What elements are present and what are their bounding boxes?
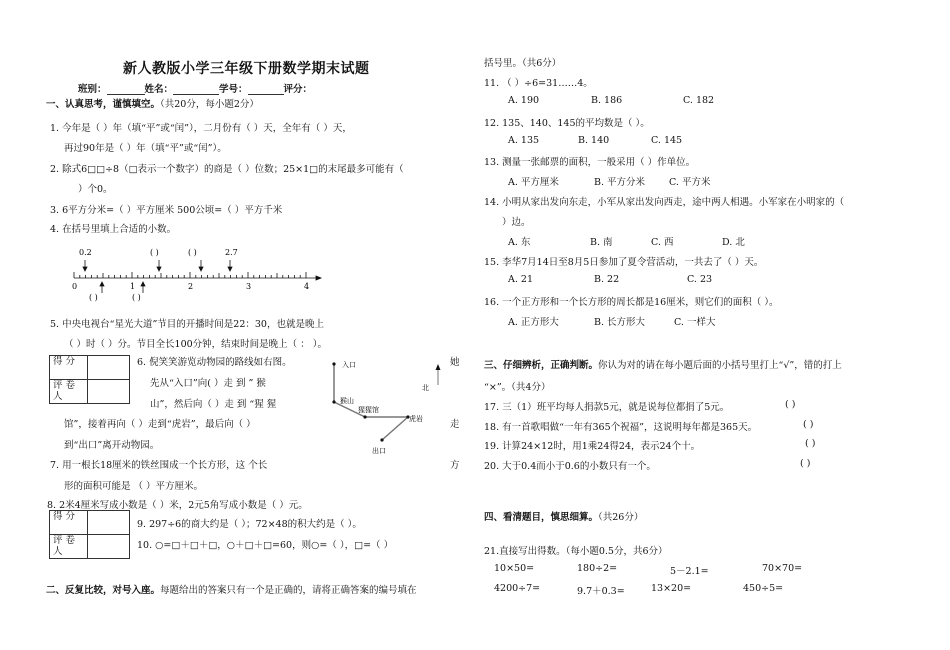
section4-title: 四、看清题目，慎思细算。 <box>484 512 599 523</box>
grader-cell-value[interactable] <box>88 535 130 559</box>
nl-label-2-7: 2.7 <box>225 248 238 257</box>
q3: 3. 6平方分米=（ ）平方厘米 500公顷=（ ）平方千米 <box>50 205 283 216</box>
section4-heading <box>484 509 643 523</box>
class-label: 班别： <box>78 84 107 95</box>
q16: 16. 一个正方形和一个长方形的周长都是16厘米，则它们的面积（ ）。 <box>484 297 779 308</box>
section1-heading <box>46 96 259 110</box>
score-cell-label: 得 分 <box>50 511 88 535</box>
q20: 20. 大于0.4而小于0.6的小数只有一个。 <box>484 461 656 472</box>
calc-item: 450÷5= <box>743 583 784 594</box>
q21: 21.直接写出得数。（每小题0.5分，共6分） <box>484 546 668 557</box>
q16-option-b[interactable]: B. 长方形大 <box>594 317 646 328</box>
q13-option-c[interactable]: C. 平方米 <box>669 177 711 188</box>
section3-note: 你认为对的请在每小题后面的小括号里打上“√”，错的打上 <box>598 360 842 371</box>
nl-blank-bottom-1: ( ) <box>89 293 98 302</box>
grader-cell-value[interactable] <box>88 380 130 404</box>
q5-line1: 5. 中央电视台“星光大道”节目的开播时间是22：30，也就是晚上 <box>50 319 324 330</box>
number-line-figure <box>64 243 334 305</box>
q11-option-a[interactable]: A. 190 <box>508 95 540 106</box>
map-tiger-rock-label: 虎岩 <box>409 415 423 423</box>
q10: 10. ○=□＋□＋□，○＋□＋□=60，则○=（ ），□=（ ） <box>137 540 394 551</box>
section3-heading <box>484 357 842 371</box>
q2-line1: 2. 除式6□□÷8（□表示一个数字）的商是（ ）位数；25×1□的末尾最多可能有（ <box>50 164 404 175</box>
q14-option-a[interactable]: A. 东 <box>508 237 531 248</box>
q15-option-c[interactable]: C. 23 <box>687 274 713 285</box>
score-cell-value[interactable] <box>88 356 130 380</box>
map-monkey-hill-label: 猴山 <box>340 397 354 405</box>
q14-line1: 14. 小明从家出发向东走，小军从家出发向西走，途中两人相遇。小军家在小明家的（ <box>484 197 845 208</box>
q13-option-b[interactable]: B. 平方分米 <box>594 177 646 188</box>
nl-blank-bottom-2: ( ) <box>132 293 141 302</box>
q15-option-b[interactable]: B. 22 <box>594 274 620 285</box>
grader-cell-label: 评 卷 人 <box>50 535 88 559</box>
q14-option-c[interactable]: C. 西 <box>651 237 674 248</box>
q2-line2: ）个0。 <box>78 184 113 195</box>
q7-side-char: 方 <box>450 460 460 471</box>
q11-option-b[interactable]: B. 186 <box>591 95 623 106</box>
q6-side-char-2: 走 <box>450 419 460 430</box>
student-info-row <box>78 81 312 95</box>
score-box-1 <box>49 355 130 404</box>
nl-tick-2: 2 <box>188 282 194 291</box>
section2-note: 每题给出的答案只有一个是正确的，请将正确答案的编号填在 <box>160 585 417 596</box>
q8: 8. 2米4厘米写成小数是（ ）米，2元5角写成小数是（ ）元。 <box>47 500 308 511</box>
section1-title: 一、认真思考，谨慎填空。 <box>46 99 161 110</box>
map-exit-label: 出口 <box>372 447 386 455</box>
nl-blank-top-1: ( ) <box>150 248 159 257</box>
score-cell-value[interactable] <box>88 511 130 535</box>
calc-item: 10×50= <box>494 563 535 574</box>
q14-line2: ）边。 <box>502 217 531 228</box>
q1-line2: 再过90年是（ ）年（填“平”或“闰”）。 <box>64 143 227 154</box>
nl-tick-4: 4 <box>304 282 310 291</box>
map-gorilla-hall-label: 猩猩馆 <box>358 406 379 414</box>
q16-option-c[interactable]: C. 一样大 <box>674 317 716 328</box>
q13-option-a[interactable]: A. 平方厘米 <box>508 177 559 188</box>
q17: 17. 三（1）班平均每人捐款5元，就是说每位都捐了5元。 <box>484 402 730 413</box>
score-label: 评分： <box>283 84 313 95</box>
q11-option-c[interactable]: C. 182 <box>683 95 715 106</box>
section4-note: （共26分） <box>598 512 644 523</box>
q6-line4: 馆”，接着再向（ ）走到“虎岩”，最后向（ ） <box>64 419 256 430</box>
q15-option-a[interactable]: A. 21 <box>508 274 533 285</box>
id-field[interactable] <box>248 85 284 95</box>
up-arrow-icons <box>100 282 145 293</box>
q18-answer-paren[interactable]: ( ) <box>803 419 814 430</box>
nl-blank-top-2: ( ) <box>188 248 197 257</box>
nl-tick-0: 0 <box>72 282 78 291</box>
q4: 4. 在括号里填上合适的小数。 <box>50 224 177 235</box>
q9: 9. 297÷6的商大约是（ ）；72×48的积大约是（ ）。 <box>137 519 362 530</box>
calc-item: 5－2.1= <box>670 566 709 577</box>
q7-line1: 7. 用一根长18厘米的铁丝围成一个长方形，这 个长 <box>50 460 268 471</box>
calc-item: 9.7＋0.3= <box>577 586 625 597</box>
q20-answer-paren[interactable]: ( ) <box>800 458 811 469</box>
nl-tick-1: 1 <box>130 282 136 291</box>
q6-line2: 先从“入口”向( ）走 到 ” 猴 <box>150 378 266 389</box>
q7-line2: 形的面积可能是 （ ）平方厘米。 <box>64 481 204 492</box>
q13: 13. 测量一张邮票的面积，一般采用（ ）作单位。 <box>484 157 696 168</box>
calc-item: 13×20= <box>651 583 692 594</box>
section3-note-cont: “×”。（共4分） <box>484 382 551 393</box>
zoo-route-map <box>320 355 450 460</box>
q19: 19. 计算24×12时，用1乘24得24，表示24个十。 <box>484 441 701 452</box>
q14-option-d[interactable]: D. 北 <box>722 237 745 248</box>
q14-option-b[interactable]: B. 南 <box>590 237 613 248</box>
q12-option-b[interactable]: B. 140 <box>578 135 610 146</box>
down-arrow-icons <box>83 260 232 271</box>
nl-label-0-2: 0.2 <box>79 248 92 257</box>
map-north-label: 北 <box>422 384 429 392</box>
score-box-2 <box>49 510 130 559</box>
section1-note: （共20分，每小题2分） <box>160 99 259 110</box>
q6-line3: 山”，然后向（ ）走 到 “猩 猩 <box>150 399 277 410</box>
q5-line2: （ ）时（ ）分。节目全长100分钟，结束时间是晚上（ ： ）。 <box>64 339 327 350</box>
q1-line1: 1. 今年是（ ）年（填“平”或“闰”），二月份有（ ）天，全年有（ ）天， <box>50 123 352 134</box>
score-cell-label: 得 分 <box>50 356 88 380</box>
q12-option-a[interactable]: A. 135 <box>508 135 540 146</box>
calc-item: 180÷2= <box>577 563 618 574</box>
q16-option-a[interactable]: A. 正方形大 <box>508 317 559 328</box>
id-label: 学号： <box>219 84 248 95</box>
nl-tick-3: 3 <box>246 282 252 291</box>
number-line-axis <box>74 272 321 280</box>
q6-line1: 6. 倪笑笑游览动物园的路线如右图。 <box>137 357 292 368</box>
name-field[interactable] <box>173 85 219 95</box>
calc-item: 4200÷7= <box>494 583 541 594</box>
section2-note-cont: 括号里。（共6分） <box>484 58 562 69</box>
q12-option-c[interactable]: C. 145 <box>651 135 683 146</box>
q19-answer-paren[interactable]: ( ) <box>805 438 816 449</box>
q6-side-char-1: 她 <box>450 357 460 368</box>
q15: 15. 李华7月14日至8月5日参加了夏令营活动，一共去了（ ）天。 <box>484 257 764 268</box>
calc-item: 70×70= <box>762 563 803 574</box>
q6-line5: 到“出口”离开动物园。 <box>64 440 160 451</box>
north-arrow-icon <box>436 364 441 385</box>
q18: 18. 有一首歌唱做“一年有365个祝福”，这说明每年都是365天。 <box>484 422 758 433</box>
class-field[interactable] <box>107 85 145 95</box>
name-label: 姓名： <box>144 84 174 95</box>
page-title: 新人教版小学三年级下册数学期末试题 <box>123 61 370 77</box>
map-entrance-label: 入口 <box>342 361 356 369</box>
q17-answer-paren[interactable]: ( ) <box>785 399 796 410</box>
section2-heading <box>46 582 417 596</box>
grader-cell-label: 评 卷 人 <box>50 380 88 404</box>
q12: 12. 135、140、145的平均数是（ ）。 <box>484 118 650 129</box>
section2-title: 二、反复比较，对号入座。 <box>46 585 161 596</box>
q11: 11. （ ）÷6=31……4。 <box>484 78 593 89</box>
section3-title: 三、仔细辨析，正确判断。 <box>484 360 599 371</box>
